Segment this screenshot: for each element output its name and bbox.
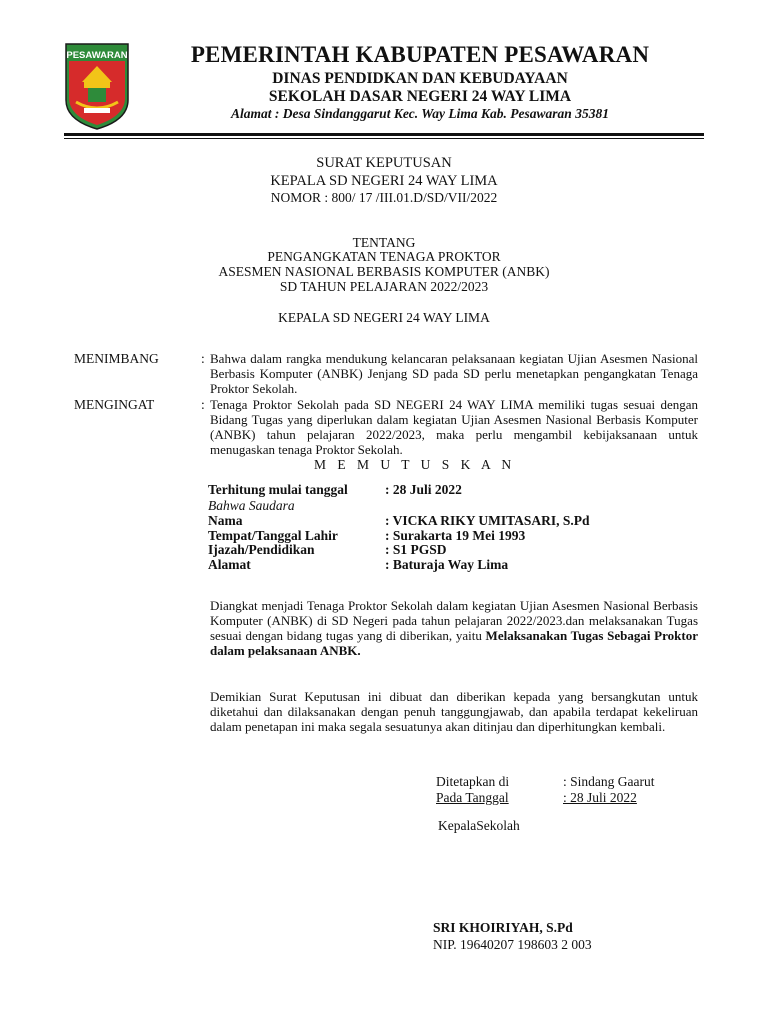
bahwa-saudara: Bahwa Saudara (208, 498, 295, 513)
issuer-heading: KEPALA SD NEGERI 24 WAY LIMA (278, 310, 490, 325)
menimbang-text: Bahwa dalam rangka mendukung kelancaran pelaksanaan kegiatan Ujian Asesmen Nasional Berbasis Komputer (ANBK) Jenjang SD pada SD perlu menetapkan pengangkatan Tenaga Proktor Sekolah. (210, 351, 698, 396)
title-issuer: KEPALA SD NEGERI 24 WAY LIMA (270, 173, 498, 189)
about-line2: ASESMEN NASIONAL BERBASIS KOMPUTER (ANBK) (218, 264, 550, 279)
header-address: Alamat : Desa Sindanggarut Kec. Way Lima Kab. Pesawaran 35381 (231, 106, 609, 121)
signatory-nip: NIP. 19640207 198603 2 003 (433, 937, 592, 952)
detail-value-birth: : Surakarta 19 Mei 1993 (385, 528, 526, 543)
detail-value-name: : VICKA RIKY UMITASARI, S.Pd (385, 513, 590, 528)
signatory-name: SRI KHOIRIYAH, S.Pd (433, 920, 573, 935)
signature-position: KepalaSekolah (438, 818, 520, 833)
start-date-label: Terhitung mulai tanggal (208, 482, 348, 497)
signature-place-value: : Sindang Gaarut (563, 774, 655, 789)
mengingat-colon: : (201, 397, 205, 412)
memutuskan-heading: M E M U T U S K A N (314, 457, 516, 472)
detail-value-education: : S1 PGSD (385, 542, 447, 557)
header-department: DINAS PENDIDKAN DAN KEBUDAYAAN (272, 70, 568, 87)
mengingat-label: MENGINGAT (74, 397, 155, 412)
appointment-paragraph (210, 598, 698, 658)
appointment-task: Melaksanakan Tugas Sebagai Proktor dalam pelaksanaan ANBK. (210, 628, 698, 658)
detail-value-address: : Baturaja Way Lima (385, 557, 509, 572)
appointment-text: Diangkat menjadi Tenaga Proktor Sekolah dalam kegiatan Ujian Asesmen Nasional Berbasis Komputer (ANBK) di SD Negeri pada tahun pelajaran 2022/2023.dan melaksanakan Tugas sesuai dengan bidang tugas yang di diberikan, yaitu (210, 598, 698, 643)
detail-label-address: Alamat (208, 557, 251, 572)
about-line1: PENGANGKATAN TENAGA PROKTOR (267, 249, 501, 264)
header-school: SEKOLAH DASAR NEGERI 24 WAY LIMA (268, 88, 572, 105)
about-label: TENTANG (352, 235, 416, 250)
menimbang-label: MENIMBANG (74, 351, 159, 366)
title-decree: SURAT KEPUTUSAN (316, 155, 452, 171)
closing-paragraph: Demikian Surat Keputusan ini dibuat dan diberikan kepada yang bersangkutan untuk diketahui dan dilaksanakan dengan penuh tanggungjawab, dan apabila terdapat kekeliruan dalam penetapan ini maka segala sesuatunya akan ditinjau dan diperhitungkan kembali. (210, 689, 698, 734)
about-line3: SD TAHUN PELAJARAN 2022/2023 (279, 279, 489, 294)
header-rule-thin (64, 138, 704, 139)
signature-date-label: Pada Tanggal (436, 790, 509, 805)
detail-label-birth: Tempat/Tanggal Lahir (208, 528, 338, 543)
detail-label-education: Ijazah/Pendidikan (208, 542, 315, 557)
start-date-value: : 28 Juli 2022 (385, 482, 462, 497)
header-government: PEMERINTAH KABUPATEN PESAWARAN (190, 42, 650, 67)
mengingat-text: Tenaga Proktor Sekolah pada SD NEGERI 24 WAY LIMA memiliki tugas sesuai dengan Bidang Tugas yang diperlukan dalam kegiatan Ujian Asesmen Nasional Berbasis Komputer (ANBK) tahun pelajaran 2022/2023, maka perlu mengambil kebijaksanaan untuk menugaskan tenaga Proktor Sekolah. (210, 397, 698, 457)
detail-label-name: Nama (208, 513, 243, 528)
header-rule-thick (64, 133, 704, 136)
logo-text: PESAWARAN (66, 50, 128, 61)
signature-date-value: : 28 Juli 2022 (563, 790, 637, 805)
signature-place-label: Ditetapkan di (436, 774, 510, 789)
menimbang-colon: : (201, 351, 205, 366)
title-number: NOMOR : 800/ 17 /III.01.D/SD/VII/2022 (270, 190, 498, 205)
